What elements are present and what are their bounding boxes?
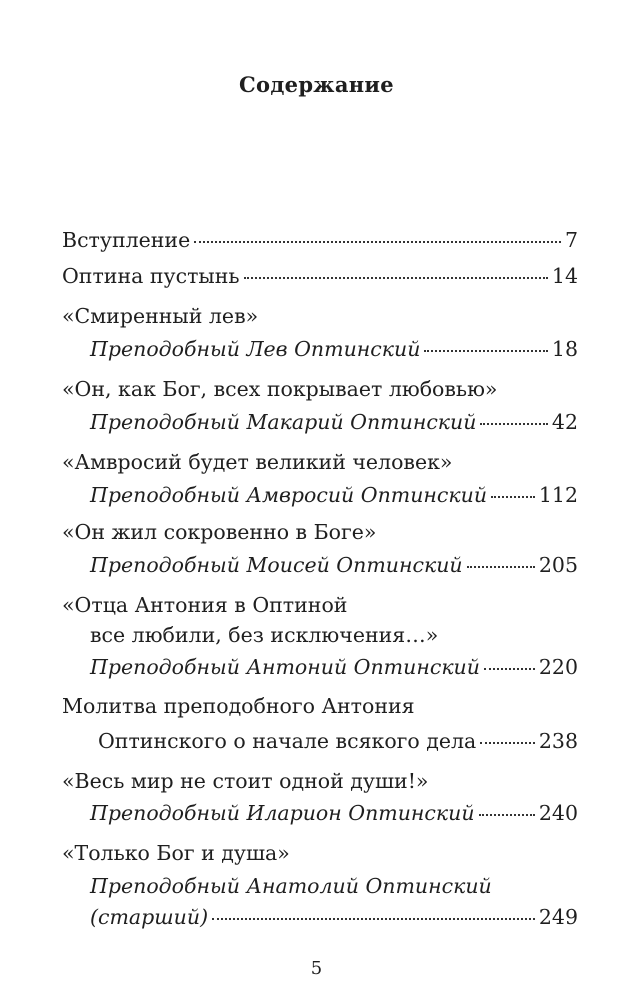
toc-entry-optina-pustyn[interactable]: [62, 262, 578, 290]
toc-entry-title-line: «Отца Антония в Оптиной: [62, 593, 348, 617]
dot-leader: [467, 566, 535, 568]
dot-leader: [244, 277, 548, 279]
page-title: Содержание: [239, 72, 394, 97]
toc-entry-title-line: «Он жил сокровенно в Боге»: [62, 520, 377, 544]
toc-entry-subtitle: Преподобный Лев Оптинский: [90, 337, 421, 361]
toc-entry-title-line-2: все любили, без исключения…»: [90, 623, 439, 647]
toc-entry-title-line: «Он, как Бог, всех покрывает любовью»: [62, 377, 498, 401]
toc-entry-molitva[interactable]: [62, 727, 578, 755]
toc-entry-moisey[interactable]: [62, 551, 578, 579]
toc-entry-page: 205: [538, 553, 578, 577]
toc-entry-title-line: «Весь мир не стоит одной души!»: [62, 769, 429, 793]
toc-entry-page: 14: [551, 264, 578, 288]
toc-entry-subtitle: Преподобный Амвросий Оптинский: [90, 483, 488, 507]
toc-entry-amvrosiy[interactable]: [62, 481, 578, 509]
dot-leader: [479, 814, 535, 816]
toc-entry-page: 18: [551, 337, 578, 361]
dot-leader: [424, 350, 547, 352]
toc-entry-antoniy[interactable]: [62, 653, 578, 681]
toc-entry-subtitle-line-2: (старший): [90, 905, 209, 929]
toc-entry-subtitle: Преподобный Моисей Оптинский: [90, 553, 463, 577]
toc-entry-title-line: Молитва преподобного Антония: [62, 694, 415, 718]
toc-entry-title-line: «Смиренный лев»: [62, 304, 259, 328]
toc-entry-page: 249: [538, 905, 578, 929]
toc-entry-title-line: «Только Бог и душа»: [62, 841, 290, 865]
toc-entry-ilarion[interactable]: [62, 799, 578, 827]
toc-entry-page: 220: [538, 655, 578, 679]
toc-entry-vstuplenie[interactable]: [62, 226, 578, 254]
toc-entry-title: Оптина пустынь: [62, 264, 240, 288]
toc-entry-makariy[interactable]: [62, 408, 578, 436]
page-number: 5: [310, 958, 323, 979]
dot-leader: [480, 742, 535, 744]
toc-entry-page: 112: [538, 483, 578, 507]
dot-leader: [480, 423, 547, 425]
toc-entry-page: 7: [564, 228, 578, 252]
toc-entry-subtitle: Преподобный Иларион Оптинский: [90, 801, 475, 825]
toc-entry-subtitle: Преподобный Антоний Оптинский: [90, 655, 480, 679]
dot-leader: [212, 918, 535, 920]
toc-entry-page: 238: [538, 729, 578, 753]
toc-entry-page: 42: [551, 410, 578, 434]
toc-entry-lev[interactable]: [62, 335, 578, 363]
toc-entry-title-line-2: Оптинского о начале всякого дела: [98, 729, 477, 753]
toc-entry-subtitle: Преподобный Анатолий Оптинский: [90, 874, 492, 898]
dot-leader: [491, 496, 535, 498]
toc-entry-subtitle: Преподобный Макарий Оптинский: [90, 410, 477, 434]
toc-entry-title: Вступление: [62, 228, 191, 252]
dot-leader: [484, 668, 535, 670]
toc-entry-page: 240: [538, 801, 578, 825]
toc-entry-anatoliy[interactable]: [62, 903, 578, 931]
toc-entry-title-line: «Амвросий будет великий человек»: [62, 450, 453, 474]
dot-leader: [194, 241, 561, 243]
